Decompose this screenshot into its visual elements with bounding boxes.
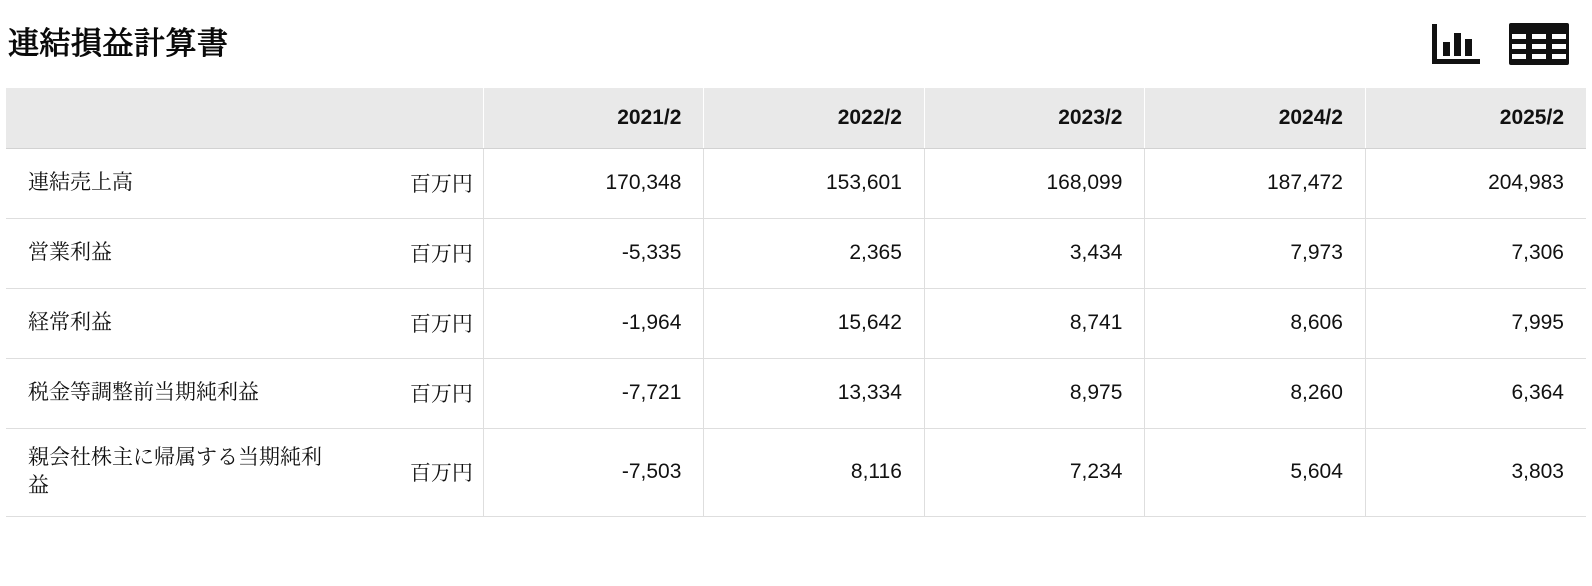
table-row (6, 428, 1586, 516)
table-row (6, 358, 1586, 428)
row-label-consolidated-sales: 連結売上高 (6, 148, 382, 218)
column-header-2025: 2025/2 (1365, 88, 1586, 148)
cell-value: 8,116 (704, 428, 925, 516)
cell-value: -1,964 (483, 288, 704, 358)
bar-chart-icon[interactable] (1430, 20, 1482, 68)
row-label-pretax-income: 税金等調整前当期純利益 (6, 358, 382, 428)
table-row (6, 288, 1586, 358)
financial-table-wrapper (0, 88, 1592, 517)
column-header-2021: 2021/2 (483, 88, 704, 148)
cell-value: 3,803 (1365, 428, 1586, 516)
cell-value: 7,306 (1365, 218, 1586, 288)
cell-value: 153,601 (704, 148, 925, 218)
row-unit: 百万円 (382, 288, 483, 358)
column-header-2024: 2024/2 (1145, 88, 1366, 148)
financial-table (6, 88, 1586, 517)
cell-value: 7,973 (1145, 218, 1366, 288)
cell-value: 13,334 (704, 358, 925, 428)
row-label-operating-income: 営業利益 (6, 218, 382, 288)
cell-value: 187,472 (1145, 148, 1366, 218)
row-label-ordinary-income: 経常利益 (6, 288, 382, 358)
row-unit: 百万円 (382, 358, 483, 428)
row-unit: 百万円 (382, 428, 483, 516)
cell-value: 7,995 (1365, 288, 1586, 358)
row-label-net-income-attributable-to-owners (6, 428, 382, 516)
cell-value: 3,434 (924, 218, 1145, 288)
cell-value: 204,983 (1365, 148, 1586, 218)
view-toggle-group (1430, 20, 1584, 68)
cell-value: 2,365 (704, 218, 925, 288)
cell-value: 7,234 (924, 428, 1145, 516)
table-corner-cell (6, 88, 483, 148)
cell-value: 8,741 (924, 288, 1145, 358)
cell-value: -7,503 (483, 428, 704, 516)
cell-value: -5,335 (483, 218, 704, 288)
row-label-text: 親会社株主に帰属する当期純利益 (28, 445, 322, 497)
page-header (0, 0, 1592, 88)
cell-value: 8,606 (1145, 288, 1366, 358)
column-header-2023: 2023/2 (924, 88, 1145, 148)
cell-value: 5,604 (1145, 428, 1366, 516)
cell-value: 8,260 (1145, 358, 1366, 428)
cell-value: 15,642 (704, 288, 925, 358)
table-header-row (6, 88, 1586, 148)
column-header-2022: 2022/2 (704, 88, 925, 148)
table-row (6, 148, 1586, 218)
cell-value: 170,348 (483, 148, 704, 218)
table-grid-icon[interactable] (1508, 20, 1570, 68)
cell-value: -7,721 (483, 358, 704, 428)
cell-value: 8,975 (924, 358, 1145, 428)
row-unit: 百万円 (382, 218, 483, 288)
cell-value: 6,364 (1365, 358, 1586, 428)
table-row (6, 218, 1586, 288)
cell-value: 168,099 (924, 148, 1145, 218)
page-title: 連結損益計算書 (8, 26, 229, 62)
row-unit: 百万円 (382, 148, 483, 218)
